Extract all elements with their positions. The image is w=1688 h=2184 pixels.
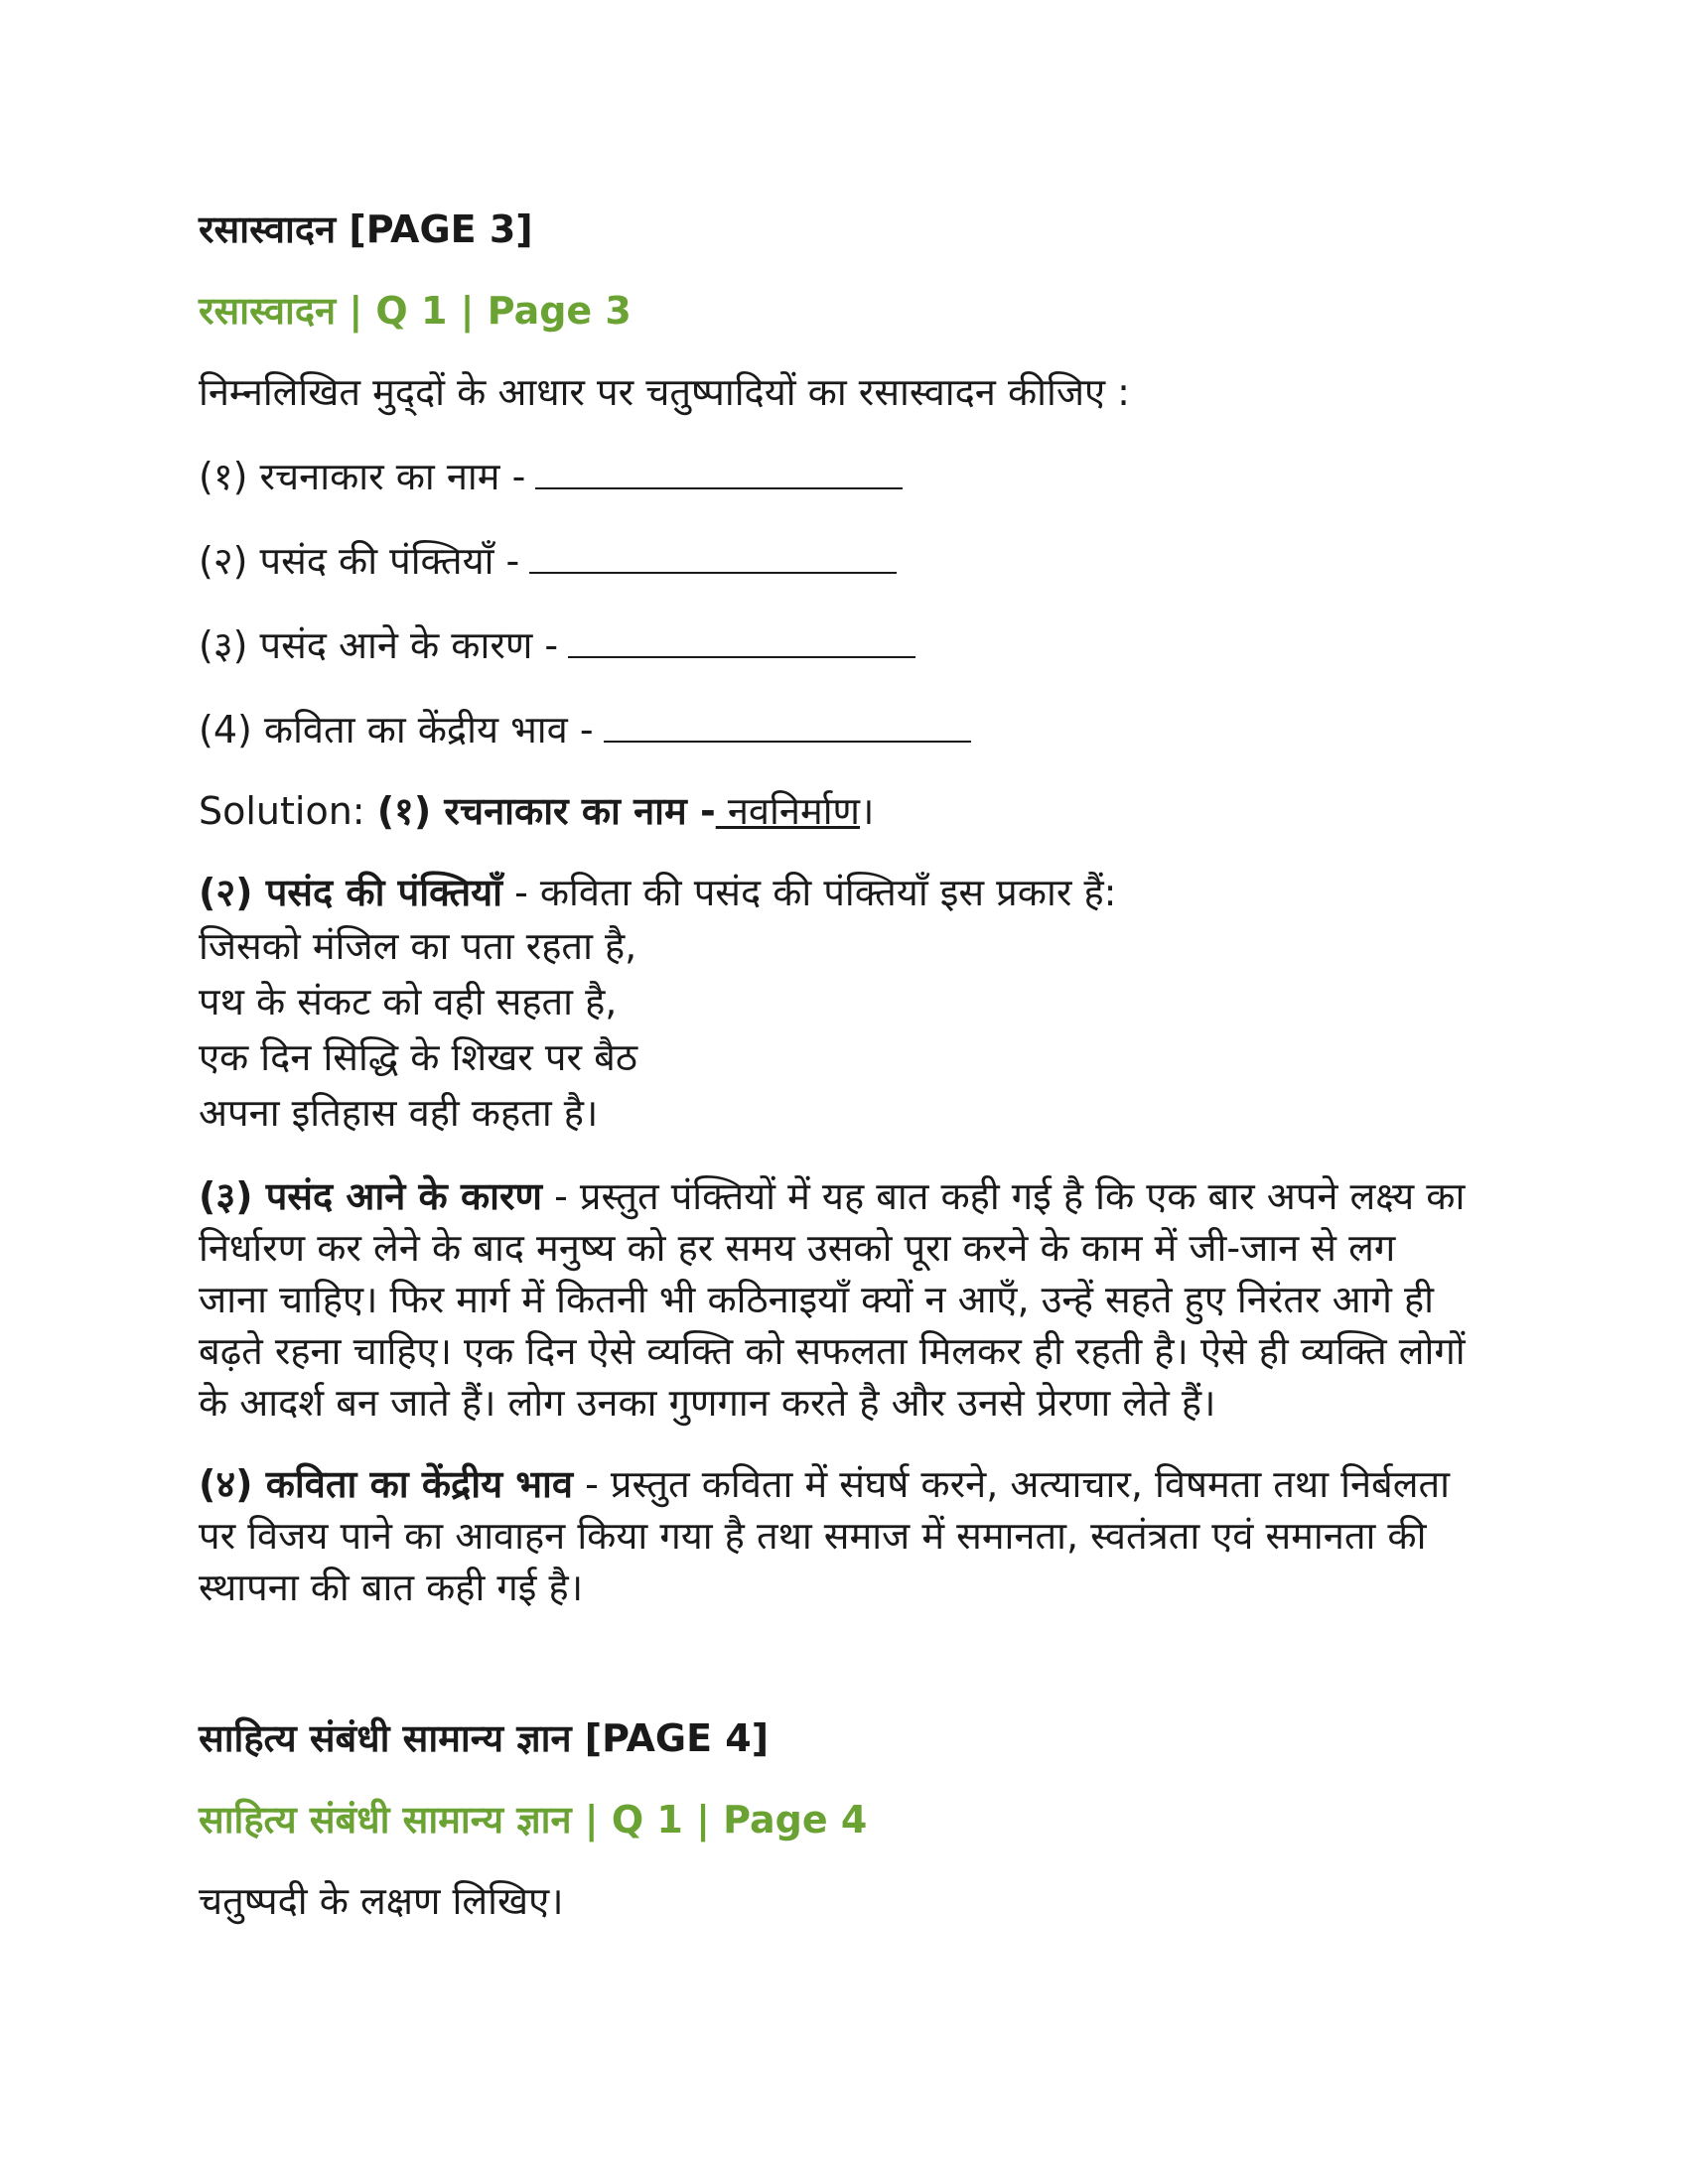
- item-3: [199, 616, 1470, 671]
- item-2: [199, 532, 1470, 587]
- item-4-blank: [604, 701, 971, 743]
- item-4: [199, 701, 1470, 755]
- poem-line-2: पथ के संकट को वही सहता है,: [199, 980, 618, 1024]
- solution-2-text: - कविता की पसंद की पंक्तियाँ इस प्रकार हैं:: [502, 871, 1117, 914]
- poem-line-3: एक दिन सिद्धि के शिखर पर बैठ: [199, 1035, 637, 1079]
- poem-lines: [199, 918, 1470, 1141]
- item-1: [199, 448, 1470, 502]
- poem-line-4: अपना इतिहास वही कहता है।: [199, 1091, 599, 1135]
- question-heading-ras: रसास्वादन | Q 1 | Page 3: [199, 289, 632, 333]
- question-text-sahitya: चतुष्पदी के लक्षण लिखिए।: [199, 1879, 564, 1923]
- solution-part-2: [199, 867, 1470, 918]
- solution-part-3: [199, 1170, 1470, 1429]
- solution-part-4: [199, 1458, 1470, 1613]
- solution-2-label: (२) पसंद की पंक्तियाँ: [199, 871, 502, 914]
- solution-3-text: - प्रस्तुत पंक्तियों में यह बात कही गई है कि एक बार अपने लक्ष्य का निर्धारण कर लेने के बाद मनुष्य को हर समय उसको पूरा करने के काम में जी-जान से लग जाना चाहिए। फिर मार्ग में कितनी भी कठिनाइयाँ क्यों न आएँ, उन्हें सहते हुए निरंतर आगे ही बढ़ते रहना चाहिए। एक दिन ऐसे व्यक्ति को सफलता मिलकर ही रहती है। ऐसे ही व्यक्ति लोगों के आदर्श बन जाते हैं। लोग उनका गुणगान करते है और उनसे प्रेरणा लेते हैं।: [199, 1174, 1466, 1425]
- item-3-blank: [568, 616, 915, 658]
- poem-line-1: जिसको मंजिल का पता रहता है,: [199, 924, 637, 968]
- item-4-label: (4) कविता का केंद्रीय भाव -: [199, 708, 594, 751]
- solution-prefix: Solution:: [199, 789, 377, 833]
- solution-1-label: (१) रचनाकार का नाम -: [376, 789, 716, 833]
- item-2-label: (२) पसंद की पंक्तियाँ -: [199, 539, 520, 583]
- section-title-ras: रसास्वादन [PAGE 3]: [199, 207, 533, 251]
- section-title-sahitya: साहित्य संबंधी सामान्य ज्ञान [PAGE 4]: [199, 1716, 770, 1760]
- question-instruction: निम्नलिखित मुद्‌दों के आधार पर चतुष्पादियों का रसास्वादन कीजिए :: [199, 370, 1130, 414]
- solution-1-answer: नवनिर्माण: [715, 789, 861, 833]
- question-heading-sahitya: साहित्य संबंधी सामान्य ज्ञान | Q 1 | Page 4: [199, 1798, 868, 1842]
- item-1-label: (१) रचनाकार का नाम -: [199, 455, 526, 498]
- solution-4-label: (४) कविता का केंद्रीय भाव: [199, 1462, 574, 1506]
- section-spacer: [199, 1613, 1470, 1712]
- item-3-label: (३) पसंद आने के कारण -: [199, 623, 559, 667]
- solution-4-text: - प्रस्तुत कविता में संघर्ष करने, अत्याचार, विषमता तथा निर्बलता पर विजय पाने का आवाहन किया गया है तथा समाज में समानता, स्वतंत्रता एवं समानता की स्थापना की बात कही गई है।: [199, 1462, 1451, 1609]
- item-1-blank: [535, 448, 903, 489]
- solution-1-end: ।: [860, 789, 875, 833]
- solution-3-label: (३) पसंद आने के कारण: [199, 1174, 543, 1218]
- item-2-blank: [529, 532, 897, 574]
- solution-part-1: [199, 785, 1470, 837]
